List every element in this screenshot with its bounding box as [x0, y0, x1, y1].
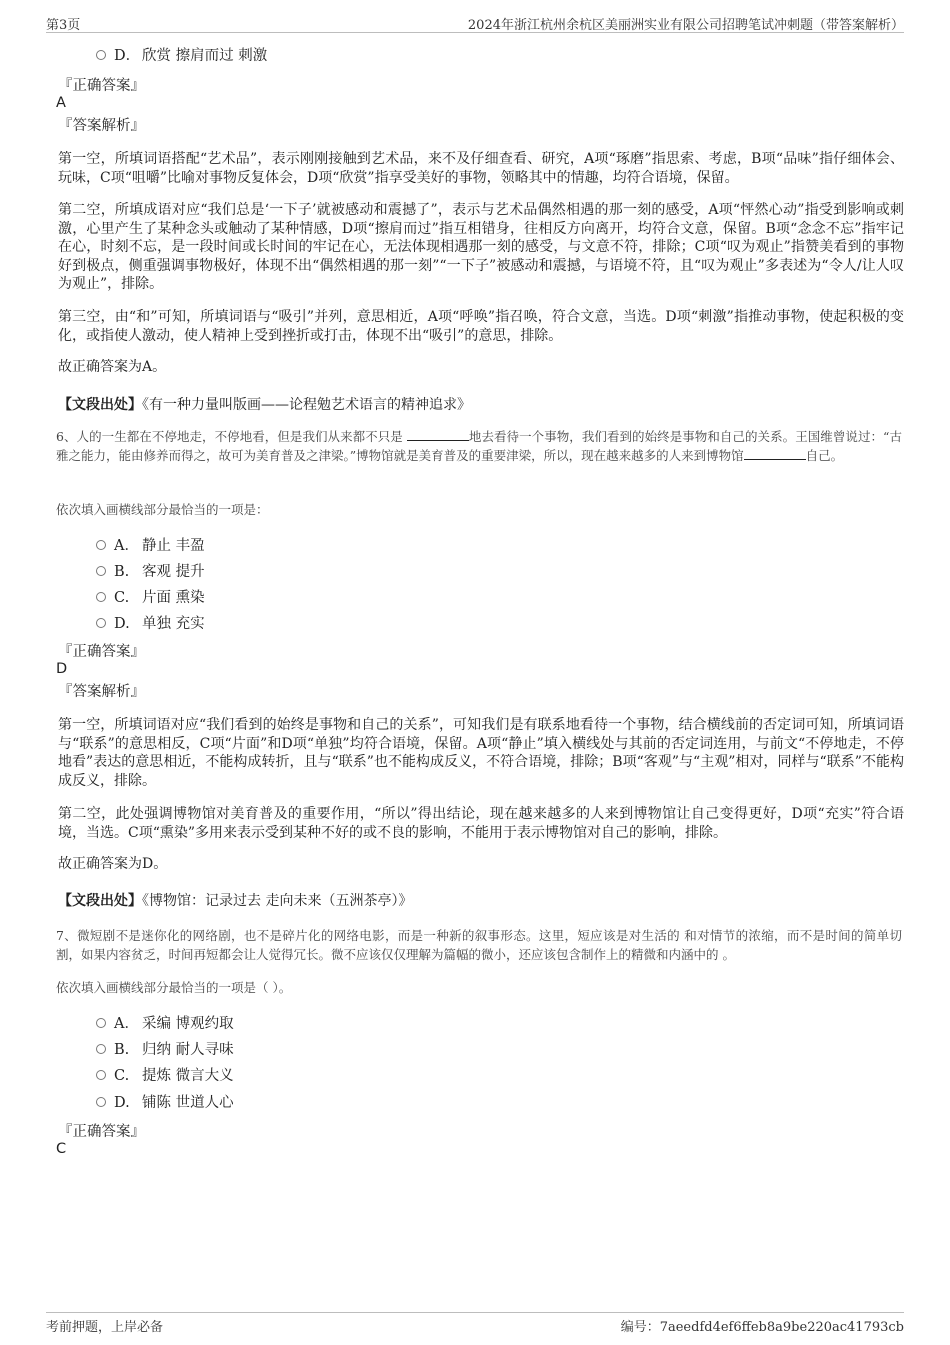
- q7-prompt: 依次填入画横线部分最恰当的一项是（ ）。: [56, 980, 292, 995]
- analysis-conclusion: 故正确答案为A。: [58, 359, 167, 375]
- radio-icon[interactable]: [96, 1044, 106, 1054]
- q5-option-d[interactable]: D． 欣赏 擦肩而过 刺激: [96, 46, 267, 66]
- q6-stem: 6、人的一生都在不停地走，不停地看，但是我们从来都不只是 地去看待一个事物，我们看到的始终是事物和自己的关系。王国维曾说过：“古雅之能力，能由修养而得之，故可为美育普及之津梁。”博物馆就是美育普及的重要津梁，所以，现在越来越多的人来到博物馆 自己。: [56, 429, 902, 463]
- radio-icon[interactable]: [96, 1097, 106, 1107]
- q7-option-c[interactable]: C. 提炼 微言大义: [96, 1066, 234, 1086]
- page-footer: [46, 1312, 904, 1333]
- radio-icon[interactable]: [96, 1070, 106, 1080]
- analysis-label: 『答案解析』: [58, 684, 145, 700]
- radio-icon[interactable]: [96, 50, 106, 60]
- document-title: 2024年浙江杭州余杭区美丽洲实业有限公司招聘笔试冲刺题（带答案解析）: [467, 18, 904, 33]
- correct-answer-label: 『正确答案』: [58, 1124, 145, 1140]
- q6-option-d[interactable]: D. 单独 充实: [96, 614, 205, 634]
- analysis-paragraph: 第一空，所填词语搭配“艺术品”，表示刚刚接触到艺术品，来不及仔细查看、研究，A项“琢磨”指思索、考虑，B项“品味”指仔细体会、玩味，C项“咀嚼”比喻对事物反复体会，D项“欣赏”指享受美好的事物，领略其中的情趣，均符合语境，保留。: [58, 151, 904, 186]
- correct-answer-value: D: [56, 661, 68, 677]
- footer-slogan: 考前押题，上岸必备: [46, 1320, 164, 1335]
- analysis-label: 『答案解析』: [58, 118, 145, 134]
- source-title: 《博物馆：记录过去 走向未来（五洲茶亭）》: [142, 893, 413, 909]
- q6-option-b[interactable]: B. 客观 提升: [96, 562, 205, 582]
- q7-stem: 7、微短剧不是迷你化的网络剧，也不是碎片化的网络电影，而是一种新的叙事形态。这里，短应该是对生活的 和对情节的浓缩，而不是时间的简单切割，如果内容贫乏，时间再短都会让人觉得冗长。微不应该仅仅理解为篇幅的微小，还应该包含制作上的精微和内涵中的 。: [56, 928, 902, 962]
- radio-icon[interactable]: [96, 540, 106, 550]
- analysis-conclusion: 故正确答案为D。: [58, 856, 168, 872]
- source-citation: [58, 394, 471, 414]
- q6-prompt: 依次填入画横线部分最恰当的一项是：: [56, 502, 269, 517]
- source-title: 《有一种力量叫版画——论程勉艺术语言的精神追求》: [142, 397, 471, 413]
- correct-answer-value: A: [56, 95, 66, 111]
- source-citation: [58, 890, 412, 910]
- analysis-paragraph: 第一空，所填词语对应“我们看到的始终是事物和自己的关系”，可知我们是有联系地看待一个事物，结合横线前的否定词可知，所填词语与“联系”的意思相反，C项“片面”和D项“单独”均符合语境，保留。A项“静止”填入横线处与其前的否定词连用，与前文“不停地走，不停地看”表达的意思相近，不能构成转折，且与“联系”也不能构成反义，不符合语境，排除；B项“客观”与“主观”相对，同样与“联系”不能构成反义，排除。: [58, 717, 904, 789]
- radio-icon[interactable]: [96, 592, 106, 602]
- fill-blank: [407, 428, 469, 441]
- source-tag: 【文段出处】: [58, 397, 142, 413]
- page-header: [46, 14, 904, 33]
- document-code: 编号：7aeedfd4ef6ffeb8a9be220ac41793cb: [620, 1320, 904, 1335]
- q6-option-a[interactable]: A． 静止 丰盈: [96, 536, 205, 556]
- q7-option-b[interactable]: B. 归纳 耐人寻味: [96, 1040, 234, 1060]
- correct-answer-label: 『正确答案』: [58, 78, 145, 94]
- analysis-paragraph: 第三空，由“和”可知，所填词语与“吸引”并列，意思相近，A项“呼唤”指召唤，符合文意，当选。D项“刺激”指推动事物，使起积极的变化，或指使人激动，使人精神上受到挫折或打击，体现不出“吸引”的意思，排除。: [58, 309, 904, 344]
- q6-option-c[interactable]: C. 片面 熏染: [96, 588, 205, 608]
- fill-blank: [744, 447, 806, 460]
- page-number: 第3页: [46, 18, 81, 33]
- analysis-paragraph: 第二空，所填成语对应“我们总是‘一下子’就被感动和震撼了”，表示与艺术品偶然相遇的那一刻的感受，A项“怦然心动”指受到影响或刺激，心里产生了某种念头或触动了某种情感，D项“擦肩而过”指互相错身，往相反方向离开，均符合文意，保留。B项“念念不忘”指牢记在心，时刻不忘，是一段时间或长时间的牢记在心，无法体现相遇那一刻的感受，与文意不符，排除；C项“叹为观止”指赞美看到的事物好到极点，侧重强调事物极好，体现不出“偶然相遇的那一刻”“一下子”被感动和震撼，与语境不符，且“叹为观止”多表述为“令人/让人叹为观止”，排除。: [58, 202, 904, 292]
- source-tag: 【文段出处】: [58, 893, 142, 909]
- q7-option-d[interactable]: D. 铺陈 世道人心: [96, 1093, 234, 1113]
- radio-icon[interactable]: [96, 566, 106, 576]
- analysis-paragraph: 第二空，此处强调博物馆对美育普及的重要作用，“所以”得出结论，现在越来越多的人来到博物馆让自己变得更好，D项“充实”符合语境，当选。C项“熏染”多用来表示受到某种不好的或不良的影响，不能用于表示博物馆对自己的影响，排除。: [58, 806, 904, 841]
- radio-icon[interactable]: [96, 618, 106, 628]
- correct-answer-label: 『正确答案』: [58, 644, 145, 660]
- correct-answer-value: C: [56, 1141, 67, 1157]
- q7-option-a[interactable]: A． 采编 博观约取: [96, 1014, 234, 1034]
- radio-icon[interactable]: [96, 1018, 106, 1028]
